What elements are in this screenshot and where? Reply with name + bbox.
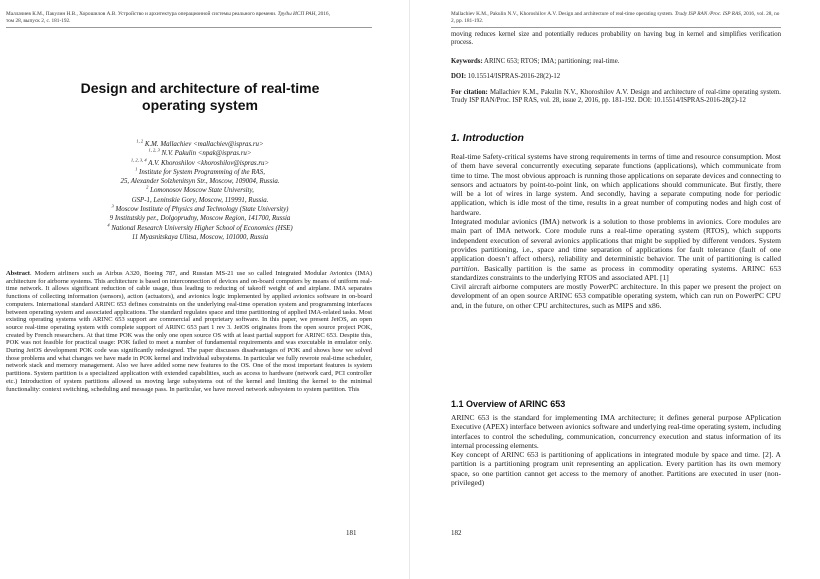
abstract-continuation: moving reduces kernel size and potentially reduces probability on having bug in kernel and simplifies verification process. bbox=[451, 31, 781, 47]
author-line-text: Institute for System Programming of the RAS, bbox=[139, 168, 265, 176]
author-line-text: A.V. Khoroshilov <khoroshilov@ispras.ru> bbox=[148, 159, 270, 167]
paper-title: Design and architecture of real-time operating system bbox=[80, 80, 320, 113]
citation-label: For citation: bbox=[451, 89, 488, 96]
author-line-text: Lomonosov Moscow State University, bbox=[150, 187, 254, 195]
author-line-text: GSP-1, Leninskie Gory, Moscow, 119991, Russia. bbox=[131, 196, 269, 204]
intro-paragraph-2-end: . Basically partition is the same as process in commodity operating systems. ARINC 653 standardizes constraints to the underlying RTOS and associated API. [1] bbox=[451, 263, 781, 282]
left-page-number: 181 bbox=[346, 529, 357, 537]
author-line-text: National Research University Higher School of Economics (HSE) bbox=[111, 224, 293, 232]
doi-text: 10.15514/ISPRAS-2016-28(2)-12 bbox=[466, 73, 561, 80]
keywords-text: ARINC 653; RTOS; IMA; partitioning; real-time. bbox=[482, 58, 620, 65]
left-running-head-rest: , 2016, том 28, выпуск 2, с. 181-192. bbox=[6, 11, 330, 24]
author-line-text: 25, Alexander Solzhenitsyn Str., Moscow, 109004, Russia. bbox=[120, 178, 280, 186]
author-line-text: 11 Myasnitskaya Ulitsa, Moscow, 101000, Russia bbox=[131, 233, 269, 241]
intro-paragraph-1: Real-time Safety-critical systems have strong requirements in terms of time and resource consumption. Most of them have several concurrently executing separate functions (applications), which communicate from time to time. The most obvious approach is running those applications on separate devices and connecting to sensors and actuators by point-to-point link, on which applications should communicate. But firstly, there will be a lot of wires in large system. And secondly, having a separate computing node for periodic application, which is idle most of the time, results in a great number of computing nodes and high cost of hardware. bbox=[451, 152, 781, 217]
author-line-text: N.V. Pakulin <npak@ispras.ru> bbox=[161, 150, 252, 158]
author-affiliation-mark: 2 bbox=[146, 185, 149, 191]
intro-paragraph-2 bbox=[451, 217, 781, 282]
doi bbox=[451, 73, 781, 81]
author-affiliation-mark: 4 bbox=[107, 222, 110, 228]
author-line-text: 9 Institutskiy per., Dolgoprudny, Moscow Region, 141700, Russia bbox=[109, 215, 291, 223]
author-affiliation-mark: 3 bbox=[111, 203, 114, 209]
right-running-head-rest: , 2016, vol. 28, no 2, pp. 181-192. bbox=[451, 11, 780, 24]
intro-paragraph-3: Civil aircraft airborne computers are mostly PowerPC architecture. In this paper we present the project on development of an open source ARINC 653 compatible operating system, which can run on PowerPC CPU and, in the future, on other CPU architectures, such as MIPS and x86. bbox=[451, 282, 781, 310]
section-heading-overview: 1.1 Overview of ARINC 653 bbox=[451, 399, 566, 409]
doi-label: DOI: bbox=[451, 73, 467, 80]
intro-paragraph-2-start: Integrated modular avionics (IMA) network is a solution to those problems in avionics. Core modules are main part of IMA network. Core module runs a real-time operating system (RTOS), which supports independent execution of several avionics applications that might be supplied by different vendors. System provides partitioning, i.e., space and time separation of applications for fault tolerance (fault of one application doesn’t affect others), reliability and deterministic behavior. The unit of partitioning is called bbox=[451, 217, 781, 264]
citation-text: Mallachiev K.M., Pakulin N.V., Khoroshilov A.V. Design and architecture of real-time operating system. Trudy ISP RAN/Proc. ISP RAS, vol. 28, issue 2, 2016, pp. 181-192. DOI: 10.15514/ISPRAS-2016-28(2)-12 bbox=[451, 89, 781, 105]
right-running-head-plain: Mallachiev K.M., Pakulin N.V., Khoroshilov A.V. Design and architecture of real-time operating system. bbox=[451, 11, 674, 17]
left-running-head-journal: Труды ИСП РАН bbox=[277, 11, 316, 17]
keywords-label: Keywords: bbox=[451, 58, 483, 65]
section-heading-introduction: 1. Introduction bbox=[451, 132, 524, 144]
overview-paragraph-2: Key concept of ARINC 653 is partitioning of applications in integrated module by space and time. [2]. A partition is a partitioning program unit representing an application. Every partition has its own memory space, so one partition cannot get access to the memory of another. Partitions are executed in user (non-privileged) bbox=[451, 450, 781, 488]
right-header-rule bbox=[451, 27, 781, 28]
abstract-label: Abstract bbox=[6, 270, 30, 277]
author-affiliation-mark: 1, 2, 3, 4 bbox=[130, 157, 147, 163]
right-page-number: 182 bbox=[451, 529, 462, 537]
left-running-head-plain: Маллачиев К.М., Пакулин Н.В., Хорошилов А.В. Устройство и архитектура операционной системы реального времени. bbox=[6, 11, 277, 17]
keywords bbox=[451, 58, 781, 66]
right-running-head-journal: Trudy ISP RAN /Proc. ISP RAS bbox=[674, 11, 741, 17]
intro-paragraph-2-term: partition bbox=[451, 263, 478, 273]
author-affiliation-mark: 1 bbox=[135, 166, 138, 172]
overview-body bbox=[451, 413, 781, 487]
author-affiliation-mark: 1, 2 bbox=[136, 138, 144, 144]
right-running-head bbox=[451, 11, 781, 24]
author-affiliation-mark: 1, 2, 3 bbox=[148, 148, 160, 153]
overview-paragraph-1: ARINC 653 is the standard for implementing IMA architecture; it defines general purpose APplication Executive (APEX) interface between avionics software and underlying real-time operating system, including interfaces to control the scheduling, communication, concurrency execution and status information of its internal processing elements. bbox=[451, 413, 781, 450]
author-line-text: Moscow Institute of Physics and Technology (State University) bbox=[115, 206, 289, 214]
citation bbox=[451, 89, 781, 106]
abstract-text: . Modern airliners such as Airbus A320, Boeing 787, and Russian MS-21 use so called Integrated Modular Avionics (IMA) architecture for airborne systems. This architecture is based on interconnection of devices and on-board computers by means of uniform real-time network. It allows significant reduction of cable usage, thus leading to reducing of takeoff weight of and airplane. IMA separates functions of collecting information (sensors), action (actuators), and avionics logic implemented by applied avionics software in on-board computers. International standard ARINC 653 defines constraints on the underlying real-time operation system and programming interfaces between operating system and associated applications. The standard regulates space and time partitioning of applied IMA-related tasks. Most existing operating systems with ARINC 653 support are commercial and proprietary software. In this paper, we present JetOS, an open source real-time operating system with complete support of ARINC 653 part 1 rev 3. JetOS originates from the open source project POK, created by French researchers. At that time POK was the only one open source OS with at least partial support for ARINC 653. Despite this, POK was not feasible for practical usage: POK failed to meet a number of fundamental requirements and was executable in emulator only. During JetOS development POK code was significantly redesigned. The paper discusses disadvantages of POK and shows how we solved those problems and what changes we have made in POK kernel and individual subsystems. In particular we fully rewrote real-time scheduler, network stack and memory management. Also we have added some new features to the OS. One of the most important features is system partitions. System partition is a specialized application with extended capabilities, such as access to hardware (network card, PCI controller etc.) Introduction of system partitions allowed us moving large subsystems out of the kernel and limiting the kernel to the minimal functionality: context switching, scheduling and message pass. In particular, we have moved network subsystem to system partition. This bbox=[6, 270, 372, 393]
introduction-body bbox=[451, 152, 781, 310]
author-line-text: K.M. Mallachiev <mallachiev@ispras.ru> bbox=[144, 141, 264, 148]
